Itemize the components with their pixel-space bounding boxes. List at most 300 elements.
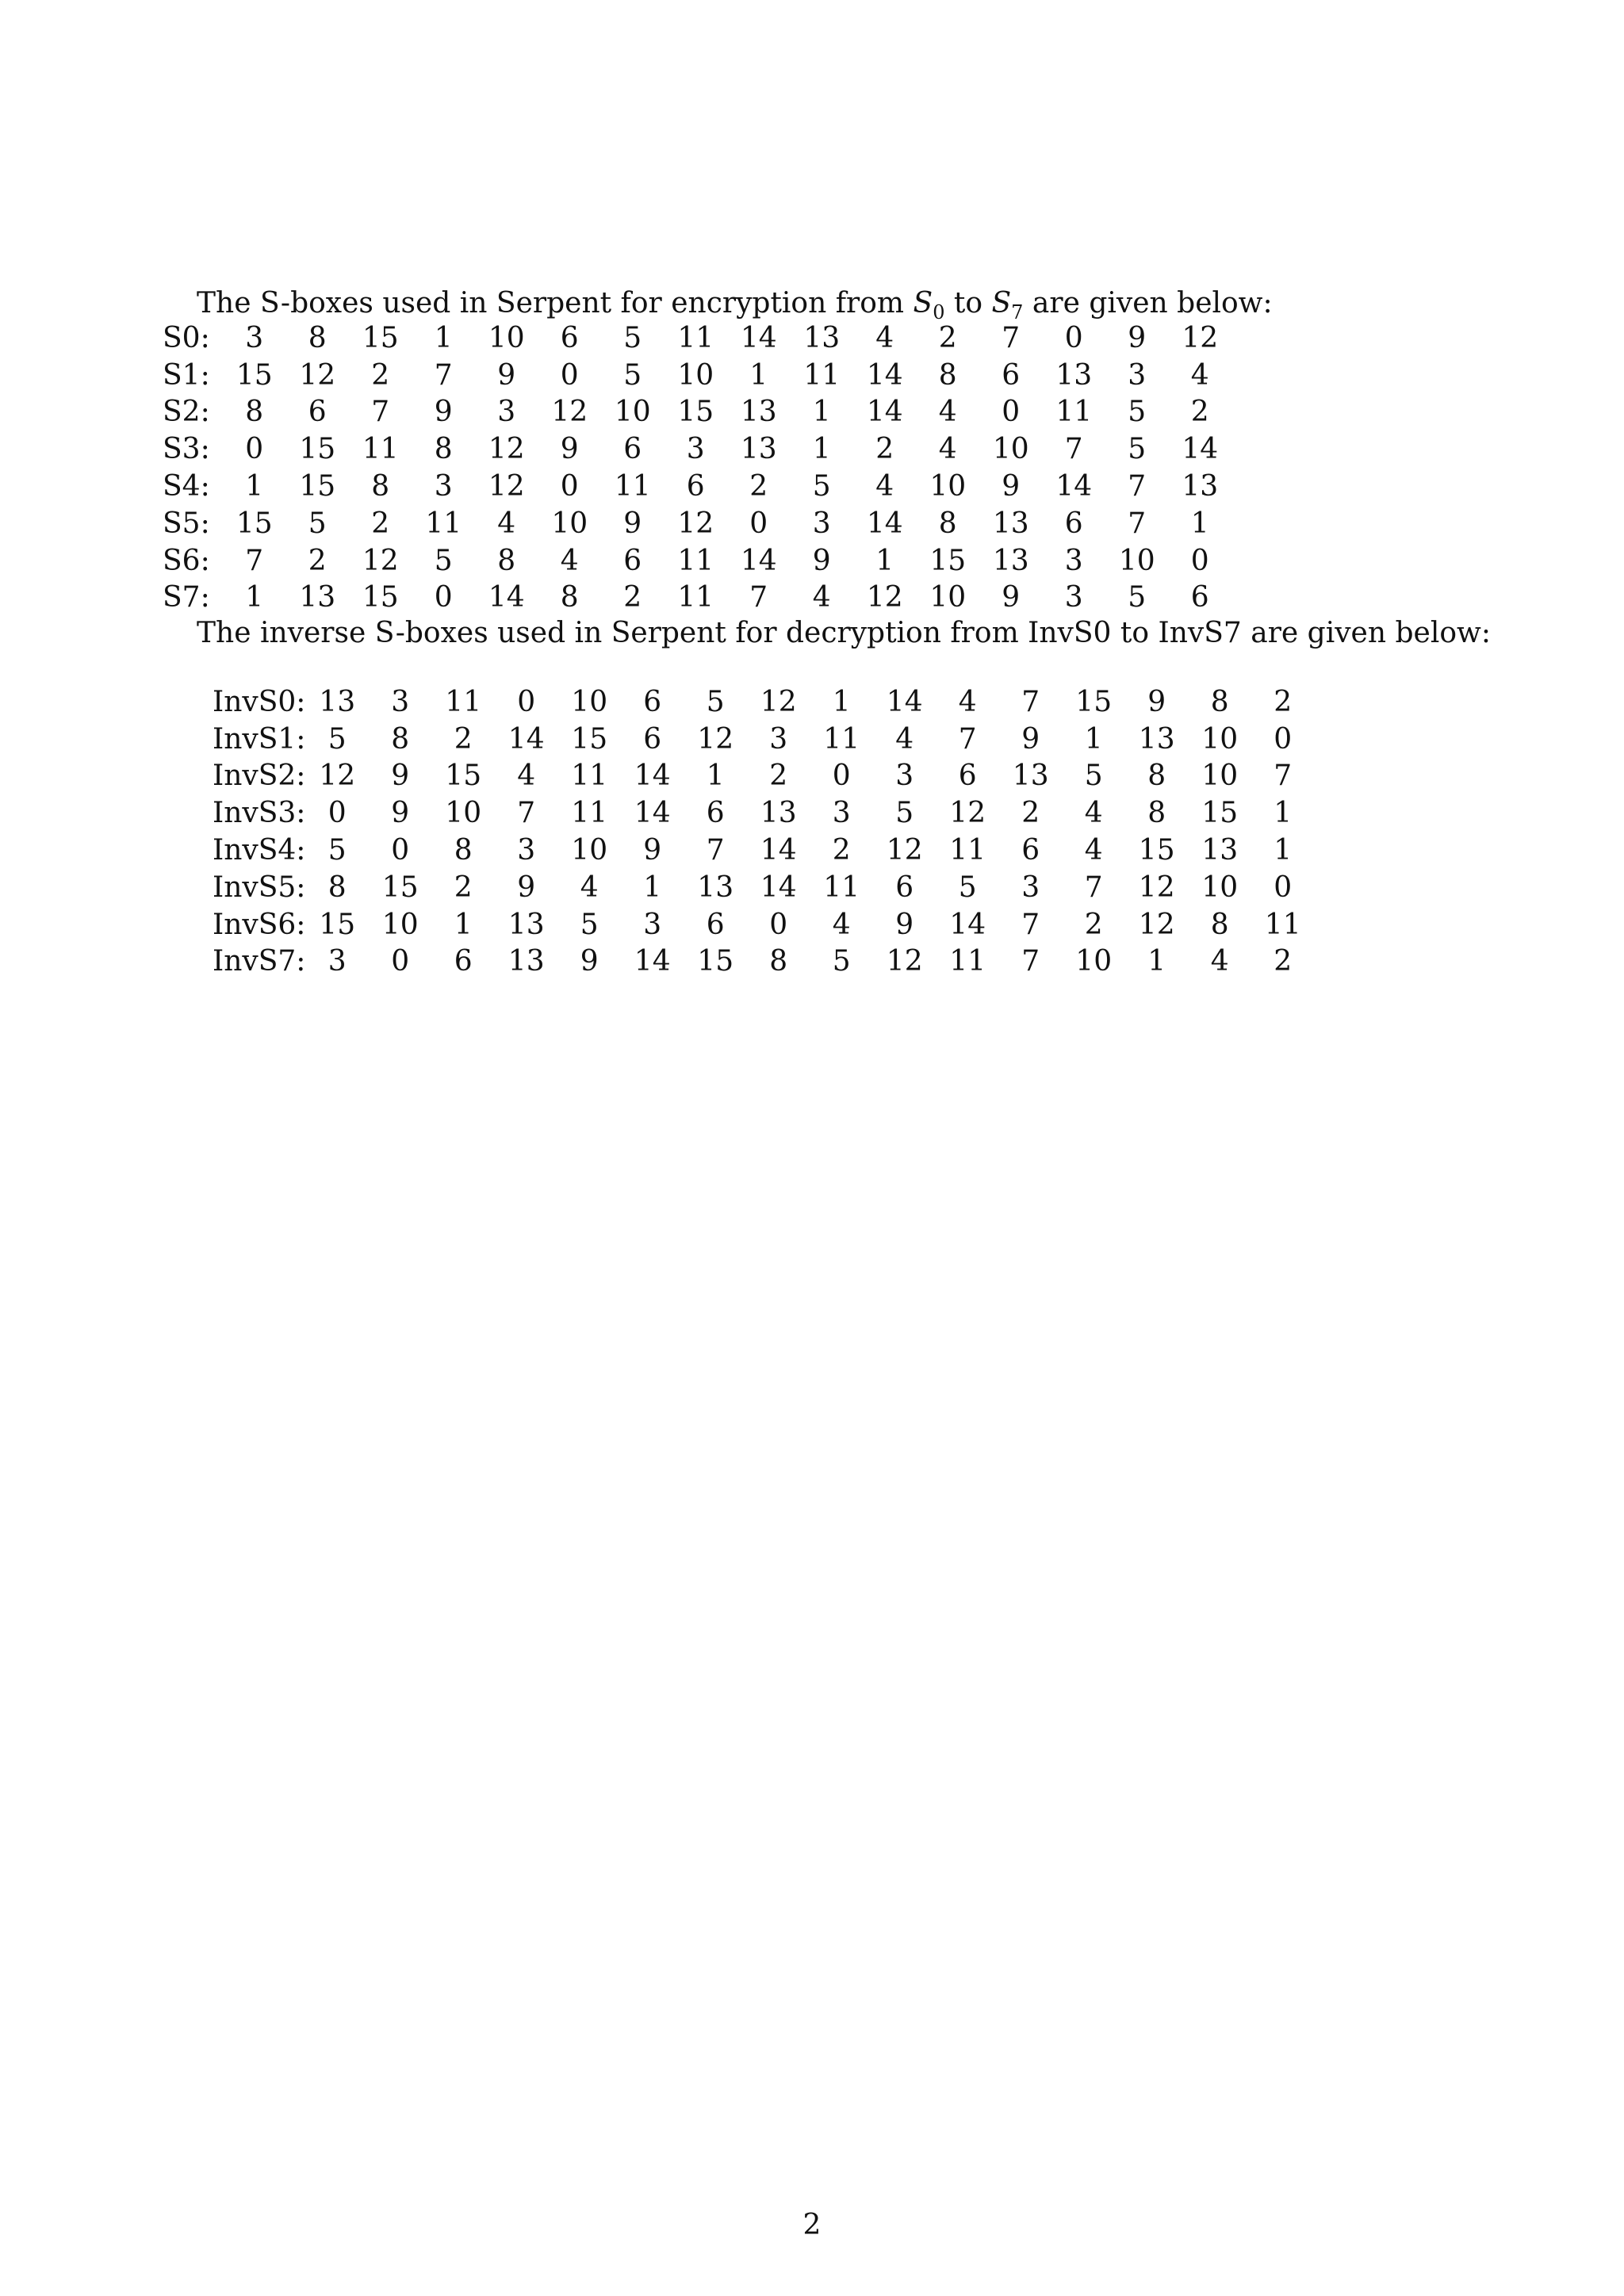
sbox-row-value: 9 xyxy=(1002,470,1021,503)
sbox-row-value: 12 xyxy=(299,358,336,392)
intro-text-middle: to xyxy=(944,287,992,320)
sbox-row-value: 12 xyxy=(362,544,399,577)
inverse-sbox-row-label: InvS3: xyxy=(213,797,306,830)
inverse-sbox-row xyxy=(213,943,1314,981)
sbox-row-value: 12 xyxy=(551,396,588,429)
inverse-sbox-row-value: 2 xyxy=(1021,797,1040,830)
sbox-row-value: 6 xyxy=(560,321,579,354)
inverse-sbox-row-value: 7 xyxy=(517,797,536,830)
sbox-row-value: 6 xyxy=(686,470,705,503)
inverse-sbox-row-value: 10 xyxy=(1201,760,1239,793)
sbox-row-value: 8 xyxy=(497,544,516,577)
sbox-row-value: 3 xyxy=(434,470,453,503)
inverse-sbox-row-value: 2 xyxy=(1274,685,1293,718)
inverse-sbox-row-value: 1 xyxy=(454,908,473,941)
sbox-row xyxy=(163,542,1231,580)
inverse-sbox-row-value: 6 xyxy=(706,797,725,830)
sbox-row-value: 5 xyxy=(623,321,642,354)
sbox-row-value: 8 xyxy=(245,396,264,429)
inverse-sbox-row-value: 9 xyxy=(391,797,410,830)
inverse-sbox-row-value: 10 xyxy=(1201,722,1239,756)
inverse-sbox-row-value: 9 xyxy=(391,760,410,793)
inverse-sbox-row-value: 10 xyxy=(1075,945,1113,978)
sbox-row-value: 6 xyxy=(1064,507,1083,540)
sbox-row-value: 13 xyxy=(992,507,1029,540)
inverse-sbox-row-value: 0 xyxy=(517,685,536,718)
inverse-sbox-row-value: 1 xyxy=(1084,722,1103,756)
inverse-sbox-row-value: 15 xyxy=(381,871,419,904)
inverse-sbox-row-value: 8 xyxy=(327,871,347,904)
page-number: 2 xyxy=(802,2209,822,2241)
inverse-sbox-row-value: 9 xyxy=(1147,685,1166,718)
inverse-sbox-row-value: 5 xyxy=(895,797,914,830)
inverse-sbox-row-value: 3 xyxy=(327,945,347,978)
sbox-row-value: 13 xyxy=(803,321,841,354)
sbox-row-value: 4 xyxy=(560,544,579,577)
inverse-sbox-row-label: InvS4: xyxy=(213,834,306,867)
sbox-row-value: 13 xyxy=(1182,470,1219,503)
inverse-sbox-row-value: 7 xyxy=(1274,760,1293,793)
inverse-sbox-table xyxy=(213,683,1314,980)
inverse-sbox-row-value: 4 xyxy=(895,722,914,756)
inverse-sbox-row-value: 10 xyxy=(571,834,608,867)
inverse-sbox-row-value: 9 xyxy=(517,871,536,904)
inverse-sbox-row-value: 15 xyxy=(1138,834,1175,867)
sbox-row-value: 8 xyxy=(371,470,390,503)
sbox-row-value: 5 xyxy=(623,358,642,392)
inverse-sbox-row-value: 7 xyxy=(1084,871,1103,904)
sbox-row-value: 3 xyxy=(812,507,831,540)
inverse-sbox-row-value: 13 xyxy=(1012,760,1049,793)
inverse-sbox-row-value: 12 xyxy=(1138,908,1175,941)
sbox-row-value: 3 xyxy=(686,433,705,466)
inverse-sbox-row-value: 9 xyxy=(895,908,914,941)
inverse-sbox-row-value: 5 xyxy=(580,908,599,941)
sbox-row-value: 0 xyxy=(434,581,453,614)
sbox-row-value: 10 xyxy=(992,433,1029,466)
sbox-row-value: 4 xyxy=(497,507,516,540)
inverse-sbox-row-value: 5 xyxy=(832,945,851,978)
inverse-sbox-row-value: 8 xyxy=(454,834,473,867)
inverse-sbox-row-value: 14 xyxy=(886,685,923,718)
inverse-sbox-row-value: 13 xyxy=(1138,722,1175,756)
sbox-row-value: 2 xyxy=(938,321,957,354)
inverse-sbox-row-value: 6 xyxy=(454,945,473,978)
sbox-row-value: 0 xyxy=(245,433,264,466)
inverse-sbox-row-value: 7 xyxy=(1021,685,1040,718)
sbox-row-value: 13 xyxy=(299,581,336,614)
inverse-sbox-row-value: 1 xyxy=(1147,945,1166,978)
inverse-sbox-row-value: 7 xyxy=(958,722,977,756)
inverse-sbox-row xyxy=(213,758,1314,795)
sbox-row-value: 14 xyxy=(866,396,903,429)
sbox-row-value: 11 xyxy=(362,433,399,466)
sbox-row-value: 8 xyxy=(308,321,327,354)
inverse-sbox-row-value: 13 xyxy=(508,908,545,941)
sbox-row-value: 7 xyxy=(245,544,264,577)
sbox-row-value: 10 xyxy=(551,507,588,540)
sbox-row-value: 0 xyxy=(560,470,579,503)
sbox-row-value: 9 xyxy=(560,433,579,466)
sbox-row-value: 6 xyxy=(623,433,642,466)
inverse-sbox-row-value: 11 xyxy=(823,871,860,904)
inverse-sbox-row-value: 4 xyxy=(832,908,851,941)
sbox-row-value: 0 xyxy=(560,358,579,392)
sbox-row-value: 2 xyxy=(749,470,768,503)
inverse-sbox-row-value: 8 xyxy=(391,722,410,756)
s7-base: S xyxy=(991,287,1012,320)
sbox-row-value: 8 xyxy=(560,581,579,614)
sbox-row-value: 1 xyxy=(875,544,894,577)
inverse-sbox-row-value: 3 xyxy=(643,908,662,941)
sbox-row-value: 11 xyxy=(677,581,714,614)
sbox-row-value: 4 xyxy=(1190,358,1209,392)
sbox-row-value: 14 xyxy=(866,358,903,392)
inverse-sbox-row-value: 6 xyxy=(706,908,725,941)
sbox-row-label: S5: xyxy=(163,507,210,540)
inverse-sbox-row-value: 9 xyxy=(580,945,599,978)
inverse-sbox-row-value: 10 xyxy=(381,908,419,941)
sbox-row xyxy=(163,320,1231,357)
inverse-sbox-row-value: 13 xyxy=(508,945,545,978)
inverse-sbox-row-value: 15 xyxy=(697,945,734,978)
inverse-sbox-row-value: 6 xyxy=(895,871,914,904)
inverse-sbox-row-value: 3 xyxy=(391,685,410,718)
sbox-row-value: 7 xyxy=(1064,433,1083,466)
inverse-sbox-row-value: 10 xyxy=(571,685,608,718)
inverse-sbox-row-value: 0 xyxy=(391,945,410,978)
inverse-sbox-row-value: 4 xyxy=(1084,834,1103,867)
sbox-row-value: 4 xyxy=(938,433,957,466)
inverse-sbox-row-value: 14 xyxy=(760,871,797,904)
inverse-sbox-row xyxy=(213,832,1314,869)
inverse-sbox-row-value: 5 xyxy=(1084,760,1103,793)
sbox-row-value: 1 xyxy=(812,396,831,429)
inverse-sbox-row-value: 0 xyxy=(1274,722,1293,756)
sbox-row-value: 5 xyxy=(308,507,327,540)
inverse-sbox-row-label: InvS6: xyxy=(213,908,306,941)
sbox-row-value: 4 xyxy=(875,321,894,354)
s0-subscript: 0 xyxy=(933,301,945,323)
sbox-row-value: 15 xyxy=(299,433,336,466)
sbox-row-value: 2 xyxy=(875,433,894,466)
sbox-row-label: S7: xyxy=(163,581,210,614)
sbox-row-value: 8 xyxy=(938,358,957,392)
inverse-sbox-row-value: 3 xyxy=(517,834,536,867)
inverse-sbox-row-value: 2 xyxy=(1084,908,1103,941)
inverse-sbox-row-value: 13 xyxy=(760,797,797,830)
sbox-row-value: 11 xyxy=(677,544,714,577)
sbox-row-value: 1 xyxy=(245,470,264,503)
sbox-row-value: 10 xyxy=(1118,544,1155,577)
inverse-sbox-row-value: 13 xyxy=(697,871,734,904)
sbox-row-value: 2 xyxy=(1190,396,1209,429)
inverse-sbox-row-value: 10 xyxy=(445,797,482,830)
sbox-row-value: 13 xyxy=(992,544,1029,577)
sbox-row-value: 3 xyxy=(1064,581,1083,614)
sbox-row-value: 6 xyxy=(1002,358,1021,392)
inverse-sbox-row-value: 4 xyxy=(1084,797,1103,830)
sbox-row-value: 9 xyxy=(497,358,516,392)
sbox-row-value: 0 xyxy=(1190,544,1209,577)
sbox-row-value: 9 xyxy=(623,507,642,540)
inverse-sbox-row-value: 8 xyxy=(1210,685,1229,718)
sbox-row-value: 3 xyxy=(245,321,264,354)
sbox-row-value: 15 xyxy=(236,358,273,392)
sbox-row-value: 0 xyxy=(749,507,768,540)
sbox-row-label: S3: xyxy=(163,433,210,466)
inverse-sbox-row-value: 11 xyxy=(949,834,986,867)
sbox-row-value: 1 xyxy=(1190,507,1209,540)
sbox-row-value: 11 xyxy=(803,358,841,392)
sbox-row-value: 15 xyxy=(929,544,967,577)
inverse-sbox-row-label: InvS7: xyxy=(213,945,306,978)
inverse-sbox-row-value: 2 xyxy=(1274,945,1293,978)
sbox-row-value: 10 xyxy=(488,321,525,354)
inverse-sbox-row-value: 5 xyxy=(327,834,347,867)
sbox-row-value: 14 xyxy=(866,507,903,540)
sbox-row-value: 9 xyxy=(812,544,831,577)
inverse-sbox-row-value: 7 xyxy=(1021,945,1040,978)
sbox-row-value: 1 xyxy=(812,433,831,466)
inverse-sbox-row-value: 15 xyxy=(571,722,608,756)
inverse-sbox-row-value: 12 xyxy=(949,797,986,830)
s7-subscript: 7 xyxy=(1011,301,1024,323)
sbox-row-value: 7 xyxy=(1128,470,1147,503)
sbox-row-value: 14 xyxy=(740,321,777,354)
sbox-row-value: 11 xyxy=(677,321,714,354)
inverse-sbox-row-value: 14 xyxy=(508,722,545,756)
sbox-row-value: 5 xyxy=(1128,581,1147,614)
sbox-row-value: 4 xyxy=(938,396,957,429)
sbox-row-value: 13 xyxy=(740,433,777,466)
inverse-sbox-row-value: 0 xyxy=(832,760,851,793)
sbox-row-value: 4 xyxy=(812,581,831,614)
inverse-sbox-row-value: 4 xyxy=(580,871,599,904)
inverse-sbox-row-value: 4 xyxy=(517,760,536,793)
sbox-row-value: 11 xyxy=(614,470,651,503)
sbox-row-label: S2: xyxy=(163,396,210,429)
sbox-row-value: 5 xyxy=(812,470,831,503)
inverse-sbox-row-value: 11 xyxy=(445,685,482,718)
inverse-sbox-row-value: 2 xyxy=(454,722,473,756)
sbox-row-value: 10 xyxy=(614,396,651,429)
inverse-sbox-row-value: 8 xyxy=(1210,908,1229,941)
sbox-row-value: 3 xyxy=(1128,358,1147,392)
inverse-sbox-row-label: InvS5: xyxy=(213,871,306,904)
sbox-row-value: 3 xyxy=(1064,544,1083,577)
inverse-sbox-row-value: 14 xyxy=(634,797,671,830)
inverse-sbox-row-value: 14 xyxy=(634,945,671,978)
sbox-row-value: 2 xyxy=(308,544,327,577)
sbox-row xyxy=(163,580,1231,617)
inverse-sbox-row-value: 2 xyxy=(454,871,473,904)
inverse-sbox-row-value: 12 xyxy=(760,685,797,718)
sbox-row-value: 12 xyxy=(1182,321,1219,354)
sbox-row-value: 10 xyxy=(929,581,967,614)
decryption-intro-text: The inverse S-boxes used in Serpent for decryption from InvS0 to InvS7 are given below: xyxy=(197,617,1491,649)
sbox-row-value: 7 xyxy=(434,358,453,392)
inverse-sbox-row-value: 12 xyxy=(319,760,356,793)
sbox-row xyxy=(163,394,1231,431)
sbox-row-value: 1 xyxy=(245,581,264,614)
sbox-row-value: 5 xyxy=(1128,433,1147,466)
inverse-sbox-row-value: 0 xyxy=(391,834,410,867)
inverse-sbox-row-value: 14 xyxy=(634,760,671,793)
inverse-sbox-row xyxy=(213,721,1314,758)
sbox-row-value: 13 xyxy=(1055,358,1093,392)
sbox-row-value: 12 xyxy=(488,470,525,503)
inverse-sbox-row-value: 13 xyxy=(319,685,356,718)
sbox-table xyxy=(163,320,1231,616)
inverse-sbox-row-value: 10 xyxy=(1201,871,1239,904)
inverse-sbox-row-value: 6 xyxy=(958,760,977,793)
sbox-row-value: 15 xyxy=(677,396,714,429)
sbox-row-value: 7 xyxy=(371,396,390,429)
sbox-row-value: 6 xyxy=(623,544,642,577)
inverse-sbox-row-value: 7 xyxy=(706,834,725,867)
inverse-sbox-row-value: 9 xyxy=(1021,722,1040,756)
sbox-row-value: 8 xyxy=(938,507,957,540)
sbox-row-value: 6 xyxy=(1190,581,1209,614)
inverse-sbox-row-value: 11 xyxy=(949,945,986,978)
sbox-row-value: 15 xyxy=(362,581,399,614)
sbox-row-value: 2 xyxy=(623,581,642,614)
inverse-sbox-row-value: 8 xyxy=(1147,760,1166,793)
sbox-row-value: 9 xyxy=(434,396,453,429)
s0-symbol xyxy=(913,287,945,323)
sbox-row-value: 2 xyxy=(371,507,390,540)
inverse-sbox-row-label: InvS0: xyxy=(213,685,306,718)
inverse-sbox-row-value: 11 xyxy=(823,722,860,756)
inverse-sbox-row xyxy=(213,906,1314,943)
sbox-row-value: 8 xyxy=(434,433,453,466)
sbox-row-value: 9 xyxy=(1128,321,1147,354)
s7-symbol xyxy=(991,287,1024,323)
sbox-row-value: 15 xyxy=(362,321,399,354)
sbox-row-value: 6 xyxy=(308,396,327,429)
inverse-sbox-row-value: 15 xyxy=(1201,797,1239,830)
inverse-sbox-row-value: 5 xyxy=(706,685,725,718)
inverse-sbox-row-value: 12 xyxy=(886,945,923,978)
sbox-row-value: 14 xyxy=(1055,470,1093,503)
inverse-sbox-row-value: 11 xyxy=(1264,908,1301,941)
sbox-row-value: 11 xyxy=(425,507,462,540)
inverse-sbox-row-value: 15 xyxy=(1075,685,1113,718)
inverse-sbox-row-value: 7 xyxy=(1021,908,1040,941)
inverse-sbox-row-value: 6 xyxy=(1021,834,1040,867)
sbox-row xyxy=(163,505,1231,542)
inverse-sbox-row xyxy=(213,794,1314,832)
inverse-sbox-row-value: 14 xyxy=(949,908,986,941)
sbox-row-value: 15 xyxy=(236,507,273,540)
sbox-row-label: S0: xyxy=(163,321,210,354)
inverse-sbox-row-value: 3 xyxy=(832,797,851,830)
inverse-sbox-row-value: 3 xyxy=(769,722,788,756)
inverse-sbox-row-value: 15 xyxy=(319,908,356,941)
sbox-row-value: 12 xyxy=(677,507,714,540)
sbox-row xyxy=(163,468,1231,505)
sbox-row-value: 10 xyxy=(677,358,714,392)
sbox-row xyxy=(163,357,1231,394)
sbox-row-value: 9 xyxy=(1002,581,1021,614)
inverse-sbox-row-value: 12 xyxy=(1138,871,1175,904)
sbox-row-value: 5 xyxy=(1128,396,1147,429)
sbox-row-label: S4: xyxy=(163,470,210,503)
sbox-row-value: 14 xyxy=(740,544,777,577)
inverse-sbox-row-value: 9 xyxy=(643,834,662,867)
sbox-row-label: S6: xyxy=(163,544,210,577)
sbox-row-label: S1: xyxy=(163,358,210,392)
inverse-sbox-row-value: 5 xyxy=(327,722,347,756)
inverse-sbox-row-value: 2 xyxy=(769,760,788,793)
sbox-row xyxy=(163,430,1231,468)
sbox-row-value: 3 xyxy=(497,396,516,429)
inverse-sbox-row-value: 1 xyxy=(643,871,662,904)
inverse-sbox-row-value: 6 xyxy=(643,685,662,718)
inverse-sbox-row-value: 12 xyxy=(697,722,734,756)
sbox-row-value: 1 xyxy=(749,358,768,392)
sbox-row-value: 7 xyxy=(1128,507,1147,540)
inverse-sbox-row-value: 3 xyxy=(895,760,914,793)
sbox-row-value: 5 xyxy=(434,544,453,577)
sbox-row-value: 7 xyxy=(1002,321,1021,354)
inverse-sbox-row-value: 1 xyxy=(1274,797,1293,830)
inverse-sbox-row-value: 1 xyxy=(832,685,851,718)
sbox-row-value: 14 xyxy=(488,581,525,614)
inverse-sbox-row-value: 6 xyxy=(643,722,662,756)
sbox-row-value: 11 xyxy=(1055,396,1093,429)
inverse-sbox-row-value: 3 xyxy=(1021,871,1040,904)
intro-text-after: are given below: xyxy=(1023,287,1273,320)
inverse-sbox-row-value: 4 xyxy=(958,685,977,718)
sbox-row-value: 14 xyxy=(1182,433,1219,466)
inverse-sbox-row-label: InvS2: xyxy=(213,760,306,793)
inverse-sbox-row-value: 14 xyxy=(760,834,797,867)
sbox-row-value: 10 xyxy=(929,470,967,503)
inverse-sbox-row-value: 11 xyxy=(571,797,608,830)
encryption-intro-text xyxy=(197,285,1273,322)
inverse-sbox-row-value: 0 xyxy=(769,908,788,941)
inverse-sbox-row-value: 15 xyxy=(445,760,482,793)
inverse-sbox-row xyxy=(213,869,1314,906)
inverse-sbox-row xyxy=(213,683,1314,721)
sbox-row-value: 12 xyxy=(866,581,903,614)
sbox-row-value: 0 xyxy=(1002,396,1021,429)
inverse-sbox-row-value: 0 xyxy=(327,797,347,830)
inverse-sbox-row-value: 1 xyxy=(706,760,725,793)
inverse-sbox-row-value: 8 xyxy=(1147,797,1166,830)
sbox-row-value: 7 xyxy=(749,581,768,614)
sbox-row-value: 12 xyxy=(488,433,525,466)
sbox-row-value: 13 xyxy=(740,396,777,429)
sbox-row-value: 1 xyxy=(434,321,453,354)
inverse-sbox-row-value: 2 xyxy=(832,834,851,867)
sbox-row-value: 0 xyxy=(1064,321,1083,354)
inverse-sbox-row-value: 0 xyxy=(1274,871,1293,904)
inverse-sbox-row-value: 12 xyxy=(886,834,923,867)
sbox-row-value: 2 xyxy=(371,358,390,392)
sbox-row-value: 4 xyxy=(875,470,894,503)
inverse-sbox-row-value: 8 xyxy=(769,945,788,978)
inverse-sbox-row-label: InvS1: xyxy=(213,722,306,756)
inverse-sbox-row-value: 4 xyxy=(1210,945,1229,978)
s0-base: S xyxy=(913,287,933,320)
sbox-row-value: 15 xyxy=(299,470,336,503)
inverse-sbox-row-value: 5 xyxy=(958,871,977,904)
inverse-sbox-row-value: 1 xyxy=(1274,834,1293,867)
inverse-sbox-row-value: 11 xyxy=(571,760,608,793)
